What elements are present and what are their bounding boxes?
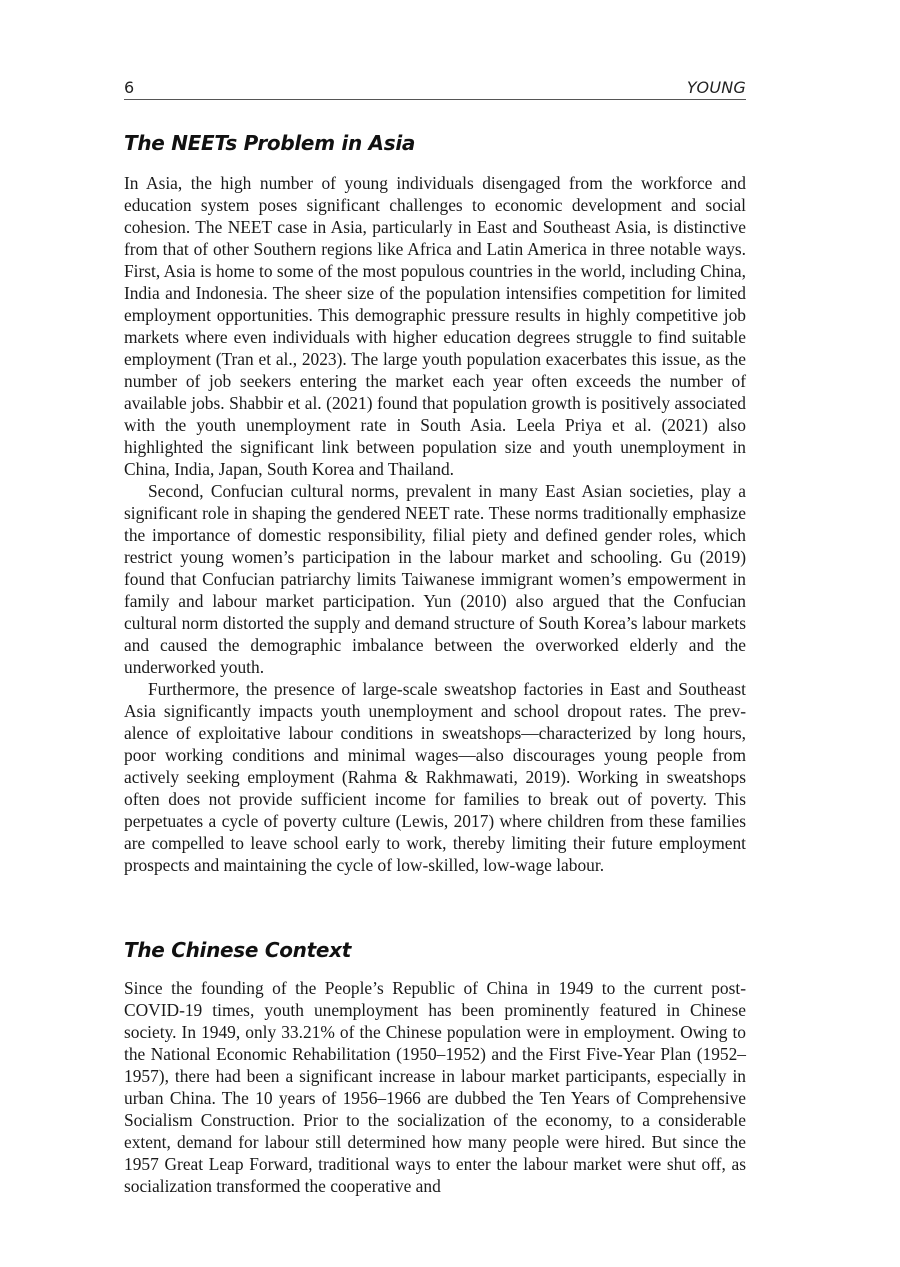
- paragraph: Second, Confucian cultural norms, prevalent in many East Asian societies, play a significant role in shaping the gendered NEET rate. These norms traditionally emphasize the importance of domestic responsibility, filial piety and defined gender roles, which restrict young women’s participation in the labour market and schooling. Gu (2019) found that Confucian patriarchy limits Taiwanese immigrant women’s empowerment in family and labour market participation. Yun (2010) also argued that the Confucian cultural norm distorted the supply and demand structure of South Korea’s labour markets and caused the demographic imbalance between the overworked elderly and the underworked youth.: [124, 481, 746, 677]
- section-heading-chinese-context: The Chinese Context: [124, 938, 351, 962]
- section-heading-neets-asia: The NEETs Problem in Asia: [124, 131, 416, 155]
- paragraph: In Asia, the high number of young individuals disengaged from the workforce and education system poses significant challenges to economic development and social cohesion. The NEET case in Asia, particularly in East and Southeast Asia, is distinctive from that of other Southern regions like Africa and Latin America in three notable ways. First, Asia is home to some of the most populous countries in the world, including China, India and Indonesia. The sheer size of the population intensifies competition for limited employment opportunities. This demographic pressure results in highly competitive job markets where even individuals with higher education degrees struggle to find suitable employment (Tran et al., 2023). The large youth population exacerbates this issue, as the number of job seekers entering the market each year often exceeds the number of available jobs. Shabbir et al. (2021) found that population growth is positively associated with the youth unemployment rate in South Asia. Leela Priya et al. (2021) also highlighted the significant link between population size and youth unemployment in China, India, Japan, South Korea and Thailand.: [124, 173, 746, 479]
- running-header: [124, 77, 746, 100]
- paragraph: Furthermore, the presence of large-scale sweatshop factories in East and Southeast Asia significantly impacts youth unemployment and school dropout rates. The prevalence of exploitative labour conditions in sweatshops—characterized by long hours, poor working conditions and minimal wages—also discourages young people from actively seeking employment (Rahma & Rakhmawati, 2019). Working in sweatshops often does not provide sufficient income for families to break out of poverty. This perpetuates a cycle of poverty culture (Lewis, 2017) where children from these families are compelled to leave school early to work, thereby limiting their future employment prospects and maintaining the cycle of low-skilled, low-wage labour.: [124, 679, 746, 875]
- section-body-neets-asia: [124, 172, 746, 876]
- page-number: 6: [124, 78, 135, 97]
- running-title: YOUNG: [686, 78, 746, 97]
- paragraph: Since the founding of the People’s Republic of China in 1949 to the current post-COVID-19 times, youth unemployment has been prominently featured in Chinese society. In 1949, only 33.21% of the Chinese population were in employment. Owing to the National Economic Rehabilitation (1950–1952) and the First Five-Year Plan (1952–1957), there had been a significant increase in labour market participants, especially in urban China. The 10 years of 1956–1966 are dubbed the Ten Years of Comprehensive Socialism Construction. Prior to the socialization of the economy, to a considerable extent, demand for labour still determined how many people were hired. But since the 1957 Great Leap Forward, traditional ways to enter the labour market were shut off, as socialization transformed the cooperative and: [124, 978, 746, 1196]
- section-body-chinese-context: [124, 977, 746, 1197]
